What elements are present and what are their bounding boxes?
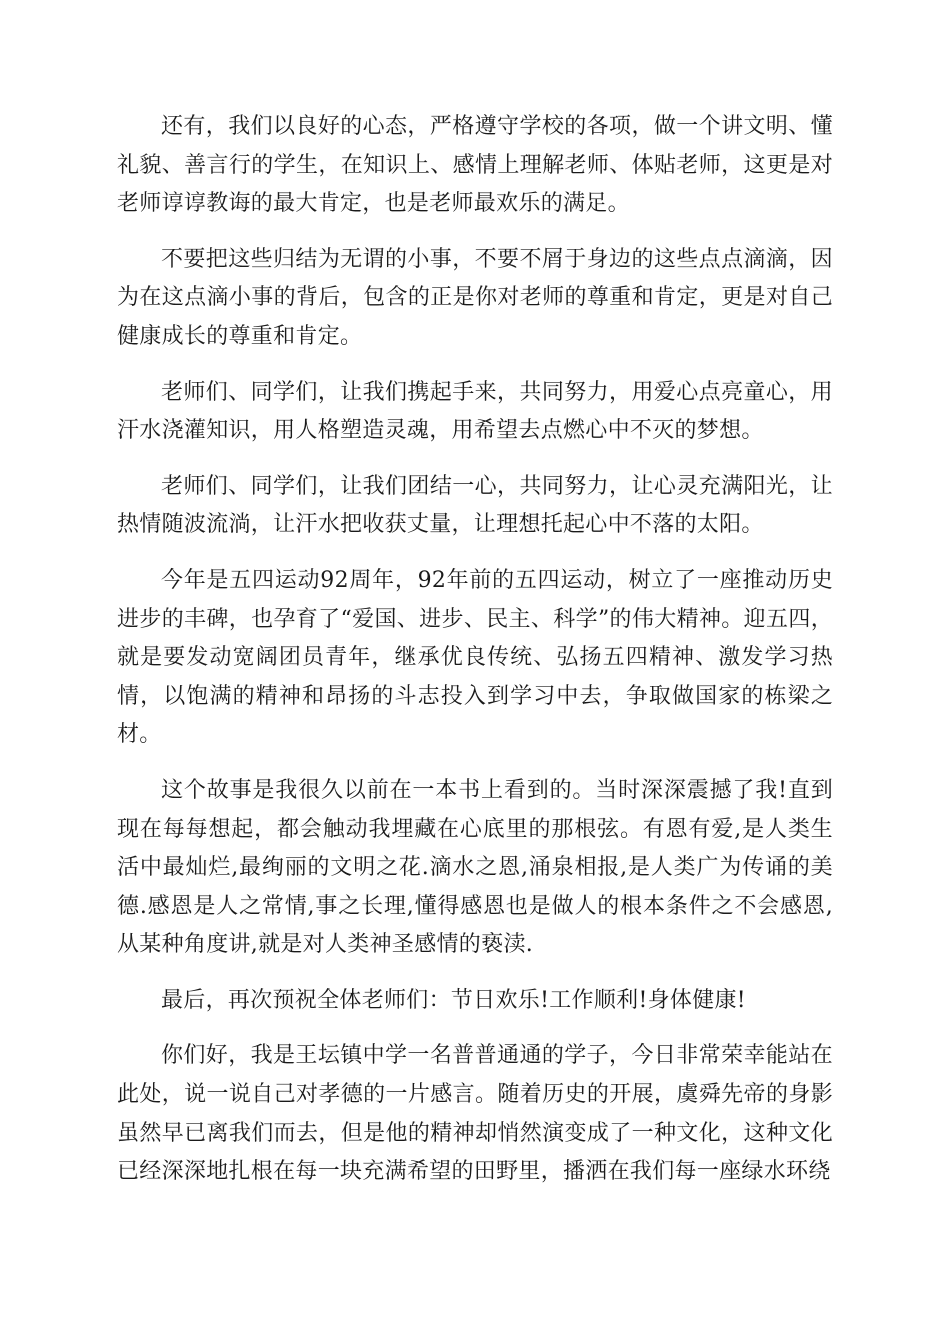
paragraph-4: 老师们、同学们，让我们团结一心，共同努力，让心灵充满阳光，让热情随波流淌，让汗水把收获丈量，让理想托起心中不落的太阳。 [117,473,833,538]
paragraph-2: 不要把这些归结为无谓的小事，不要不屑于身边的这些点点滴滴，因为在这点滴小事的背后，包含的正是你对老师的尊重和肯定，更是对自己健康成长的尊重和肯定。 [117,246,833,349]
document-body [117,108,833,1209]
paragraph-5: 今年是五四运动92周年，92年前的五四运动，树立了一座推动历史进步的丰碑，也孕育了“爱国、进步、民主、科学”的伟大精神。迎五四，就是要发动宽阔团员青年，继承优良传统、弘扬五四精神、激发学习热情，以饱满的精神和昂扬的斗志投入到学习中去，争取做国家的栋梁之材。 [117,567,833,748]
paragraph-3: 老师们、同学们，让我们携起手来，共同努力，用爱心点亮童心，用汗水浇灌知识，用人格塑造灵魂，用希望去点燃心中不灭的梦想。 [117,379,833,444]
paragraph-7: 最后，再次预祝全体老师们：节日欢乐!工作顺利!身体健康! [161,987,746,1013]
paragraph-1: 还有，我们以良好的心态，严格遵守学校的各项，做一个讲文明、懂礼貌、善言行的学生，在知识上、感情上理解老师、体贴老师，这更是对老师谆谆教诲的最大肯定，也是老师最欢乐的满足。 [117,114,833,217]
paragraph-8: 你们好，我是王坛镇中学一名普普通通的学子，今日非常荣幸能站在此处，说一说自己对孝德的一片感言。随着历史的开展，虞舜先帝的身影虽然早已离我们而去，但是他的精神却悄然演变成了一种文化，这种文化已经深深地扎根在每一块充满希望的田野里，播洒在我们每一座绿水环绕 [117,1043,833,1185]
paragraph-6: 这个故事是我很久以前在一本书上看到的。当时深深震撼了我!直到现在每每想起，都会触动我埋藏在心底里的那根弦。有恩有爱,是人类生活中最灿烂,最绚丽的文明之花.滴水之恩,涌泉相报,是人类广为传诵的美德.感恩是人之常情,事之长理,懂得感恩也是做人的根本条件之不会感恩,从某种角度讲,就是对人类神圣感情的亵渎. [117,777,833,958]
